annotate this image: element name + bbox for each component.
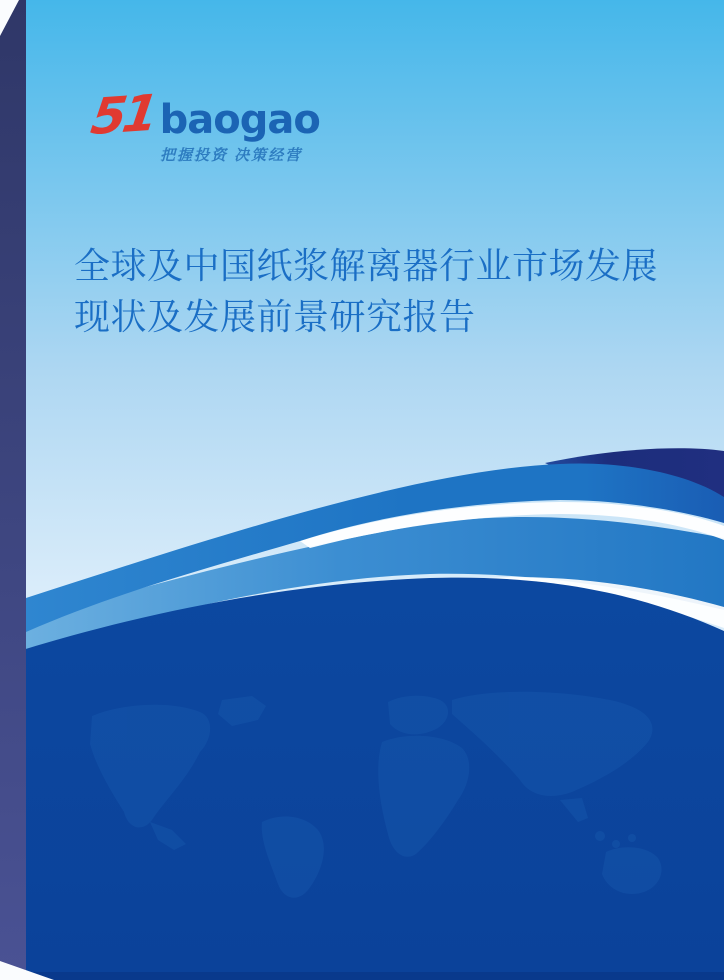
report-title-line1: 全球及中国纸浆解离器行业市场发展 bbox=[74, 245, 659, 286]
logo-tagline: 把握投资 决策经营 bbox=[160, 147, 303, 164]
logo bbox=[87, 83, 320, 165]
report-title-line2: 现状及发展前景研究报告 bbox=[74, 296, 476, 337]
bottom-edge-strip bbox=[0, 972, 724, 980]
report-title bbox=[74, 240, 674, 342]
spine-stripe bbox=[0, 0, 26, 980]
logo-wordmark: baogao bbox=[159, 97, 320, 143]
logo-wordmark-row bbox=[87, 83, 320, 147]
logo-51-mark: 51 bbox=[87, 83, 159, 147]
